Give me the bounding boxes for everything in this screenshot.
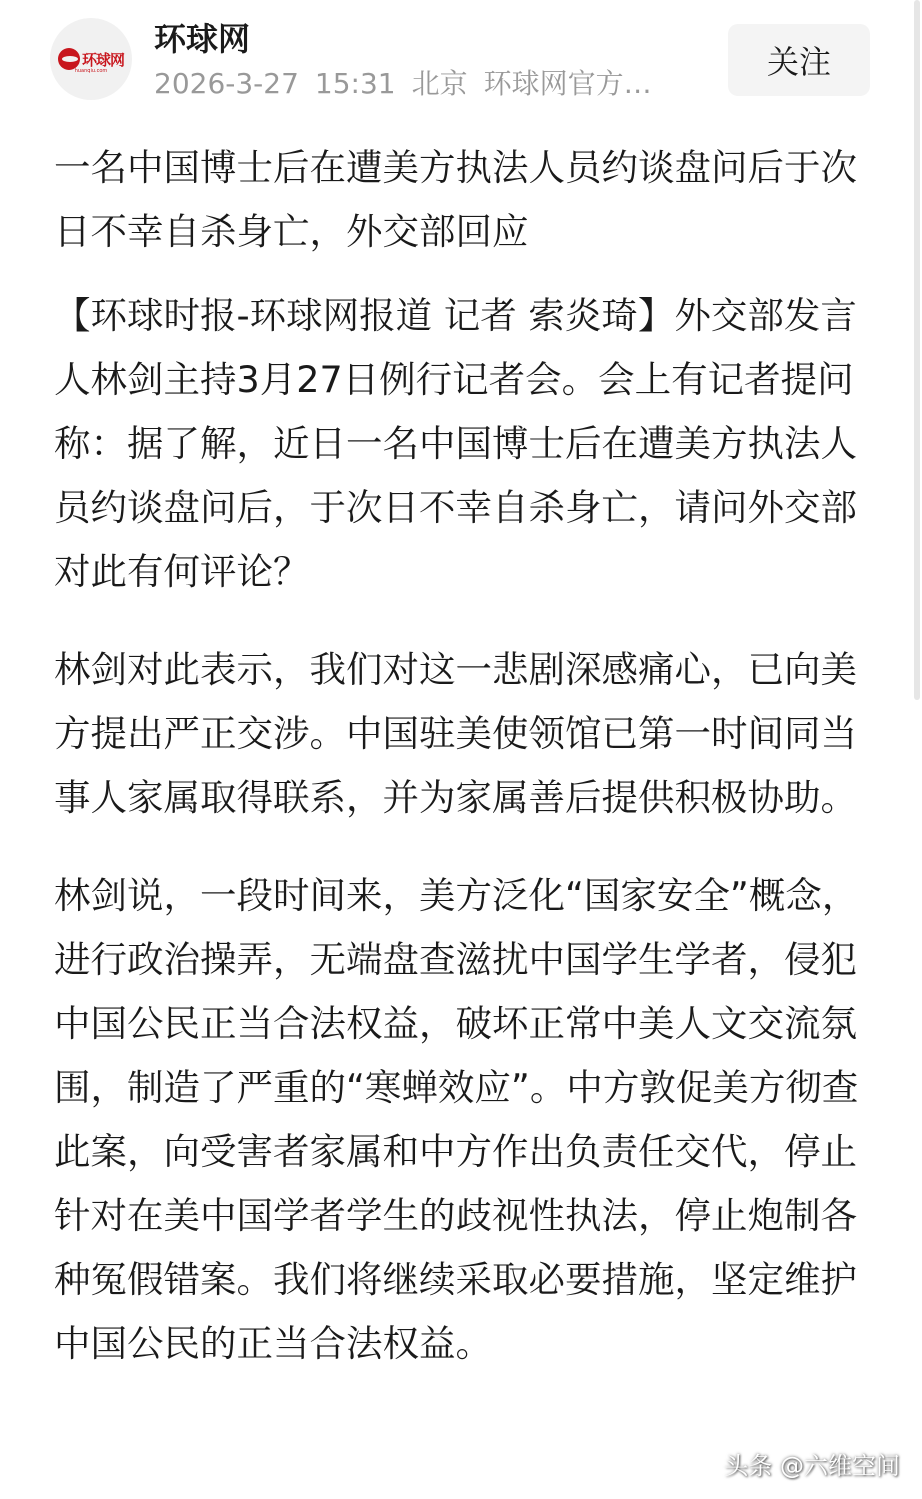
- article-paragraph: 林剑对此表示，我们对这一悲剧深感痛心，已向美方提出严正交涉。中国驻美使领馆已第一时间同当事人家属取得联系，并为家属善后提供积极协助。: [54, 648, 857, 819]
- author-avatar[interactable]: [50, 18, 132, 100]
- follow-button[interactable]: 关注: [728, 24, 870, 96]
- publish-date: 2026-3-27: [154, 67, 299, 100]
- article-body: [54, 284, 884, 1410]
- watermark: 头条 @六维空间: [724, 1452, 900, 1480]
- scrollbar[interactable]: [914, 0, 920, 700]
- author-name[interactable]: 环球网: [154, 20, 251, 58]
- article-paragraph: 林剑说，一段时间来，美方泛化“国家安全”概念，进行政治操弄，无端盘查滋扰中国学生学者，侵犯中国公民正当合法权益，破坏正常中美人文交流氛围，制造了严重的“寒蝉效应”。中方敦促美方彻查此案，向受害者家属和中方作出负责任交代，停止针对在美中国学者学生的歧视性执法，停止炮制各种冤假错案。我们将继续采取必要措施，坚定维护中国公民的正当合法权益。: [54, 874, 859, 1365]
- publish-location: 北京: [411, 67, 468, 100]
- article-header: [0, 0, 922, 118]
- publish-source: 环球网官方…: [483, 67, 652, 100]
- article-title: 一名中国博士后在遭美方执法人员约谈盘问后于次日不幸自杀身亡，外交部回应: [54, 146, 857, 253]
- huanqiu-logo-icon: [58, 48, 124, 70]
- publish-time: 15:31: [314, 67, 396, 100]
- logo-swoosh-icon: [58, 48, 80, 70]
- logo-subtext: huanqiu.com: [74, 68, 108, 74]
- logo-text: 环球网: [81, 50, 124, 69]
- publish-meta: [154, 62, 694, 102]
- article-paragraph: 【环球时报-环球网报道 记者 索炎琦】外交部发言人林剑主持3月27日例行记者会。会上有记者提问称：据了解，近日一名中国博士后在遭美方执法人员约谈盘问后，于次日不幸自杀身亡，请问外交部对此有何评论？: [54, 294, 857, 593]
